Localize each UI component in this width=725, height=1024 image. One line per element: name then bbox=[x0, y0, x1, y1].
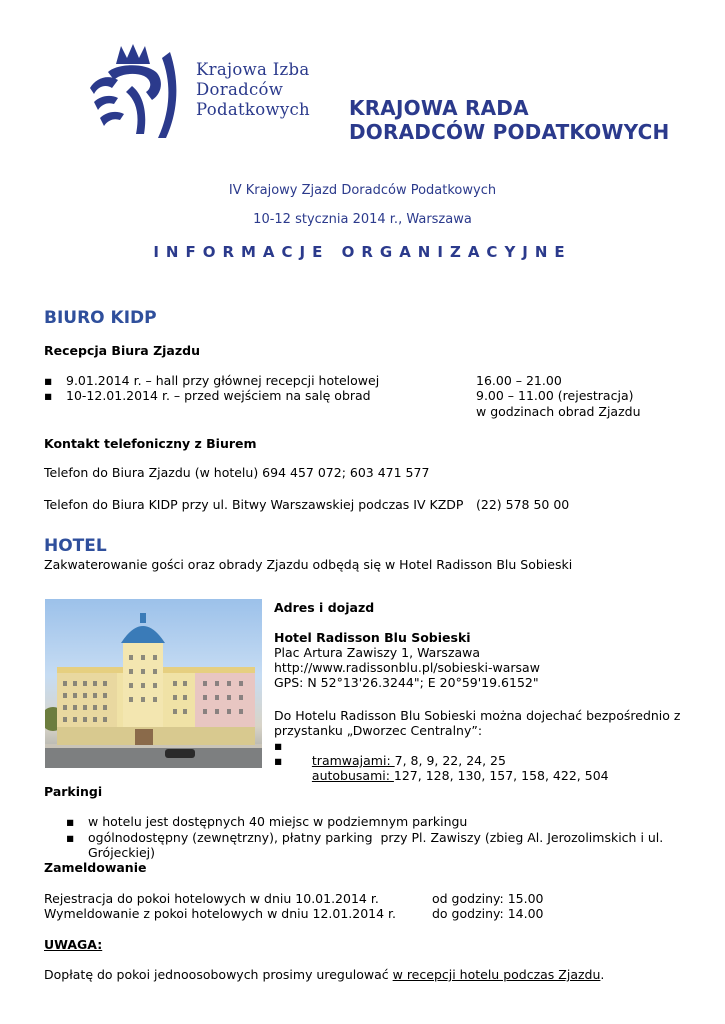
tram-label: tramwajami: bbox=[311, 753, 395, 768]
hotel-photo bbox=[45, 599, 262, 768]
checkout-label: Wymeldowanie z pokoi hotelowych w dniu 12.01.2014 r. bbox=[44, 906, 397, 921]
contact-heading: Kontakt telefoniczny z Biurem bbox=[44, 436, 257, 451]
reception-heading: Recepcja Biura Zjazdu bbox=[44, 343, 200, 358]
council-title bbox=[349, 96, 669, 144]
reception-item-note: w godzinach obrad Zjazdu bbox=[476, 404, 641, 419]
parking-item-continuation: Grójeckiej) bbox=[88, 845, 155, 860]
note-text-end: . bbox=[600, 967, 605, 982]
hotel-street: Plac Artura Zawiszy 1, Warszawa bbox=[274, 645, 481, 660]
hotel-url[interactable]: http://www.radissonblu.pl/sobieski-warsaw bbox=[274, 660, 540, 675]
info-title: INFORMACJE ORGANIZACYJNE bbox=[153, 243, 572, 261]
eagle-icon bbox=[86, 42, 178, 142]
hotel-gps: GPS: N 52°13'26.3244"; E 20°59'19.6152" bbox=[274, 675, 539, 690]
directions-line-1: Do Hotelu Radisson Blu Sobieski można dojechać bezpośrednio z bbox=[274, 708, 681, 723]
congress-dates: 10-12 stycznia 2014 r., Warszawa bbox=[253, 212, 472, 227]
bus-label: autobusami: bbox=[311, 768, 394, 783]
square-bullet-icon: ▪ bbox=[44, 373, 53, 388]
council-line-1: KRAJOWA RADA bbox=[349, 96, 529, 120]
logo-line-2: Doradców bbox=[196, 80, 284, 99]
reception-item-text: 10-12.01.2014 r. – przed wejściem na salę obrad bbox=[66, 388, 371, 403]
logo-wordmark bbox=[196, 60, 310, 120]
phone-hotel: Telefon do Biura Zjazdu (w hotelu) 694 457 072; 603 471 577 bbox=[44, 465, 430, 480]
council-line-2: DORADCÓW PODATKOWYCH bbox=[349, 120, 670, 144]
checkout-time: do godziny: 14.00 bbox=[432, 906, 544, 921]
reception-item-text: 9.01.2014 r. – hall przy głównej recepcji hotelowej bbox=[66, 373, 380, 388]
office-heading: BIURO KIDP bbox=[44, 308, 157, 328]
phone-kidp-number: (22) 578 50 00 bbox=[476, 497, 570, 512]
directions-line-2: przystanku „Dworzec Centralny”: bbox=[274, 723, 483, 738]
kidp-logo bbox=[86, 42, 178, 142]
checkin-heading: Zameldowanie bbox=[44, 860, 147, 875]
hotel-name: Hotel Radisson Blu Sobieski bbox=[274, 630, 471, 645]
square-bullet-icon: ▪ bbox=[274, 753, 283, 768]
checkin-label: Rejestracja do pokoi hotelowych w dniu 10.01.2014 r. bbox=[44, 891, 379, 906]
checkin-time: od godziny: 15.00 bbox=[432, 891, 544, 906]
logo-line-3: Podatkowych bbox=[196, 100, 310, 119]
square-bullet-icon: ▪ bbox=[66, 830, 75, 845]
parking-item-text: w hotelu jest dostępnych 40 miejsc w podziemnym parkingu bbox=[88, 814, 468, 829]
square-bullet-icon: ▪ bbox=[66, 814, 75, 829]
congress-title: IV Krajowy Zjazd Doradców Podatkowych bbox=[228, 183, 497, 198]
tram-lines: 7, 8, 9, 22, 24, 25 bbox=[394, 753, 506, 768]
parking-item-text: ogólnodostępny (zewnętrzny), płatny parking przy Pl. Zawiszy (zbieg Al. Jerozolimskich i ul. bbox=[88, 830, 664, 845]
logo-line-1: Krajowa Izba bbox=[196, 60, 310, 79]
note-text bbox=[44, 952, 604, 982]
square-bullet-icon: ▪ bbox=[44, 388, 53, 403]
note-heading: UWAGA: bbox=[44, 937, 103, 952]
address-heading: Adres i dojazd bbox=[274, 600, 375, 615]
hotel-intro: Zakwaterowanie gości oraz obrady Zjazdu odbędą się w Hotel Radisson Blu Sobieski bbox=[44, 557, 573, 572]
phone-kidp-label: Telefon do Biura KIDP przy ul. Bitwy Warszawskiej podczas IV KZDP bbox=[44, 497, 464, 512]
parking-heading: Parkingi bbox=[44, 784, 103, 799]
note-text-start: Dopłatę do pokoi jednoosobowych prosimy uregulować bbox=[44, 967, 393, 982]
reception-item-time: 9.00 – 11.00 (rejestracja) bbox=[476, 388, 634, 403]
note-text-underlined: w recepcji hotelu podczas Zjazdu bbox=[392, 967, 601, 982]
square-bullet-icon: ▪ bbox=[274, 738, 283, 753]
reception-item-time: 16.00 – 21.00 bbox=[476, 373, 562, 388]
bus-lines: 127, 128, 130, 157, 158, 422, 504 bbox=[393, 768, 609, 783]
hotel-heading: HOTEL bbox=[44, 536, 107, 556]
